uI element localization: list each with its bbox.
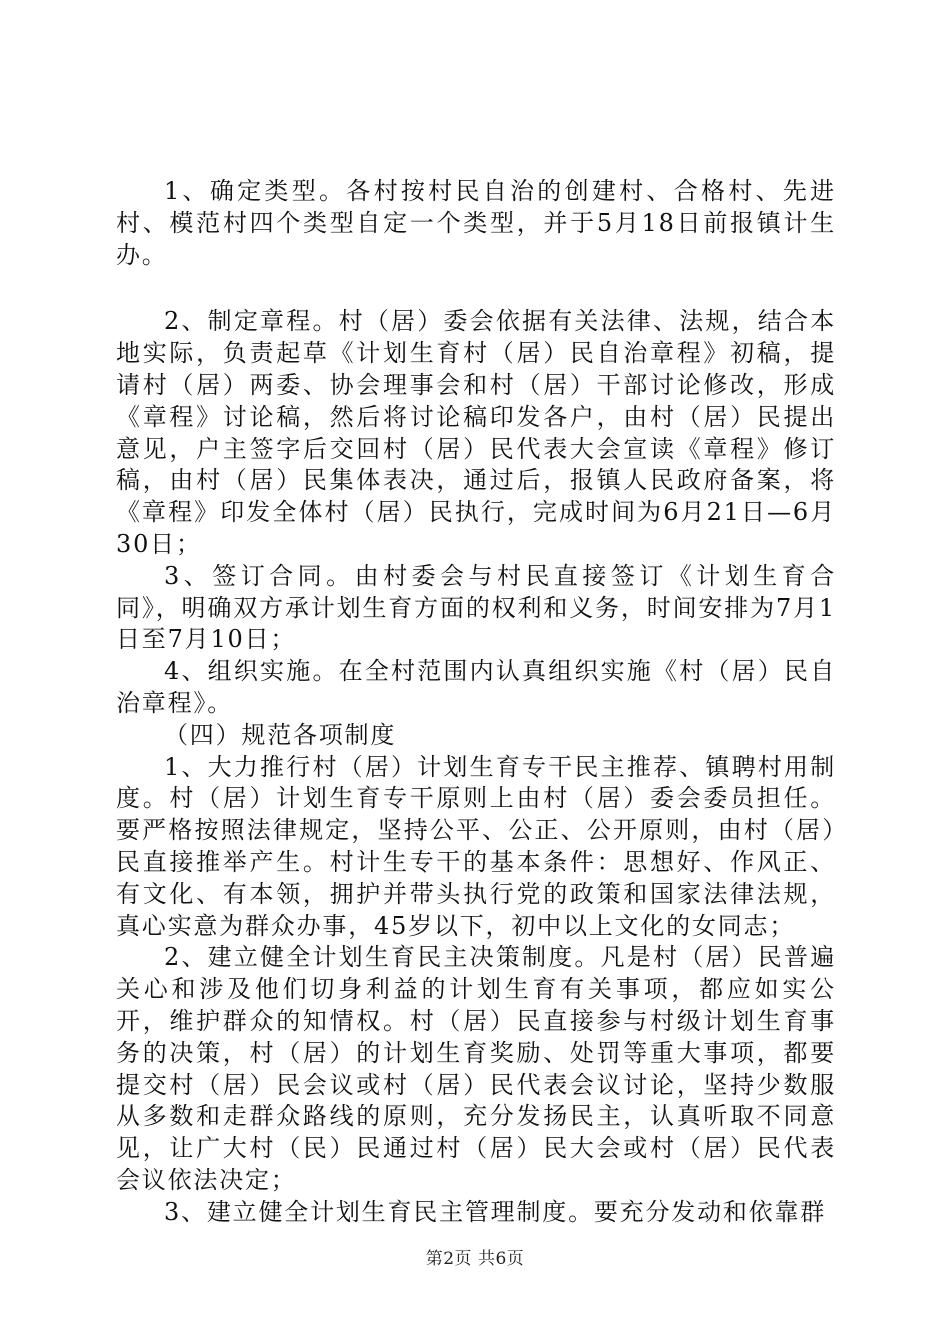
page-number-footer: 第2页 共6页 (425, 1249, 525, 1269)
paragraph-organize-implementation: 4、组织实施。在全村范围内认真组织实施《村（居）民自治章程》。 (116, 657, 836, 717)
section-heading-standardize-systems: （四）规范各项制度 (164, 720, 397, 749)
paragraph-decision-system: 2、建立健全计划生育民主决策制度。凡是村（居）民普遍关心和涉及他们切身利益的计划生育有关事项，都应如实公开，维护群众的知情权。村（居）民直接参与村级计划生育事务的决策，村（居）的计划生育奖励、处罚等重大事项，都要提交村（居）民会议或村（居）民代表会议讨论，坚持少数服从多数和走群众路线的原则，充分发扬民主，认真听取不同意见，让广大村（民）民通过村（居）民大会或村（居）民代表会议依法决定； (116, 943, 836, 1194)
paragraph-sign-contract: 3、签订合同。由村委会与村民直接签订《计划生育合同》，明确双方承计划生育方面的权利和义务，时间安排为7月1日至7月10日； (116, 561, 836, 654)
paragraph-determine-type: 1、确定类型。各村按村民自治的创建村、合格村、先进村、模范村四个类型自定一个类型，并于5月18日前报镇计生办。 (116, 177, 836, 269)
document-body (116, 176, 836, 1229)
paragraph-recommendation-system: 1、大力推行村（居）计划生育专干民主推荐、镇聘村用制度。村（居）计划生育专干原则上由村（居）委会委员担任。要严格按照法律规定，坚持公平、公正、公开原则，由村（居）民直接推举产生。村计生专干的基本条件：思想好、作风正、有文化、有本领，拥护并带头执行党的政策和国家法律法规，真心实意为群众办事，45岁以下，初中以上文化的女同志； (116, 752, 836, 940)
paragraph-management-system: 3、建立健全计划生育民主管理制度。要充分发动和依靠群 (164, 1197, 827, 1226)
paragraph-formulate-charter: 2、制定章程。村（居）委会依据有关法律、法规，结合本地实际，负责起草《计划生育村（居）民自治章程》初稿，提请村（居）两委、协会理事会和村（居）干部讨论修改，形成《章程》讨论稿，然后将讨论稿印发各户，由村（居）民提出意见，户主签字后交回村（居）民代表大会宣读《章程》修订稿，由村（居）民集体表决，通过后，报镇人民政府备案，将《章程》印发全体村（居）民执行，完成时间为6月21日—6月30日； (116, 307, 836, 558)
